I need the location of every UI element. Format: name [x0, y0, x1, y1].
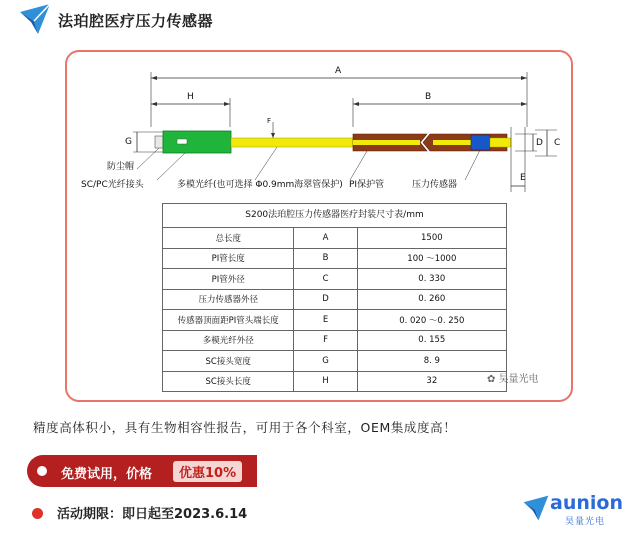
dim-g-label: G: [125, 137, 132, 147]
table-row: [163, 228, 507, 249]
pressure-sensor: [471, 135, 490, 150]
table-cell: H: [294, 371, 357, 392]
table-cell: 总长度: [163, 228, 294, 249]
product-description: 精度高体积小，具有生物相容性报告，可用于各个科室，OEM集成度高！: [33, 420, 457, 435]
table-cell: PI管外径: [163, 269, 294, 290]
pi-tube-label: PI保护管: [349, 180, 385, 190]
table-cell: 0. 155: [357, 330, 506, 351]
dim-c-label: C: [554, 138, 561, 148]
dim-b-label: B: [425, 92, 432, 102]
activity-period-text: 活动期限：即日起至2023.6.14: [57, 507, 248, 522]
dim-e-label: E: [520, 173, 526, 183]
table-cell: 100 ～1000: [357, 248, 506, 269]
free-trial-text: 免费试用，价格: [61, 467, 153, 482]
watermark-text: 昊量光电: [498, 374, 539, 385]
table-row: [163, 351, 507, 372]
dim-f-label: F: [267, 117, 272, 125]
table-row: [163, 289, 507, 310]
table-cell: B: [294, 248, 357, 269]
discount-badge: 优惠10%: [173, 461, 242, 482]
dim-a-label: A: [335, 66, 342, 76]
table-cell: 0. 260: [357, 289, 506, 310]
aunion-logo-icon: [18, 2, 52, 36]
table-cell: 压力传感器外径: [163, 289, 294, 310]
table-cell: C: [294, 269, 357, 290]
table-cell: 8. 9: [357, 351, 506, 372]
sensor-label: 压力传感器: [412, 180, 458, 190]
table-cell: 0. 330: [357, 269, 506, 290]
watermark: [487, 370, 539, 385]
table-cell: SC接头长度: [163, 371, 294, 392]
connector-label: SC/PC光纤接头: [81, 180, 144, 190]
page-header: [18, 2, 618, 38]
table-cell: 0. 020 ～0. 250: [357, 310, 506, 331]
product-card: [65, 50, 573, 402]
table-row: [163, 371, 507, 392]
dust-cap-label: 防尘帽: [107, 162, 135, 172]
multimode-fiber: [231, 138, 355, 147]
table-row: [163, 330, 507, 351]
table-cell: SC接头宽度: [163, 351, 294, 372]
table-cell: 1500: [357, 228, 506, 249]
brand-subtitle: 昊量光电: [565, 517, 606, 527]
table-cell: PI管长度: [163, 248, 294, 269]
table-row: [163, 269, 507, 290]
table-cell: F: [294, 330, 357, 351]
aunion-logo-icon: [522, 494, 550, 522]
brand-name: aunion: [550, 492, 623, 514]
table-cell: D: [294, 289, 357, 310]
table-cell: E: [294, 310, 357, 331]
free-trial-banner[interactable]: [27, 455, 257, 487]
spec-table-caption: S200法珀腔压力传感器医疗封装尺寸表/mm: [162, 203, 507, 227]
table-cell: 多模光纤外径: [163, 330, 294, 351]
table-cell: 传感器顶面距PI管头端长度: [163, 310, 294, 331]
table-cell: 32: [357, 371, 506, 392]
page-title: 法珀腔医疗压力传感器: [58, 12, 214, 30]
sc-connector: [163, 131, 231, 153]
table-cell: G: [294, 351, 357, 372]
dust-cap: [155, 136, 163, 148]
dim-d-label: D: [536, 138, 543, 148]
dim-h-label: H: [187, 92, 194, 102]
bullet-icon: [32, 508, 43, 519]
fiber-label: 多模光纤(也可选择 Φ0.9mm海翠管保护): [177, 180, 343, 190]
spec-table: [162, 203, 507, 392]
table-cell: A: [294, 228, 357, 249]
bullet-icon: [37, 466, 47, 476]
table-row: [163, 310, 507, 331]
table-row: [163, 248, 507, 269]
wechat-icon: ✿: [487, 374, 499, 385]
